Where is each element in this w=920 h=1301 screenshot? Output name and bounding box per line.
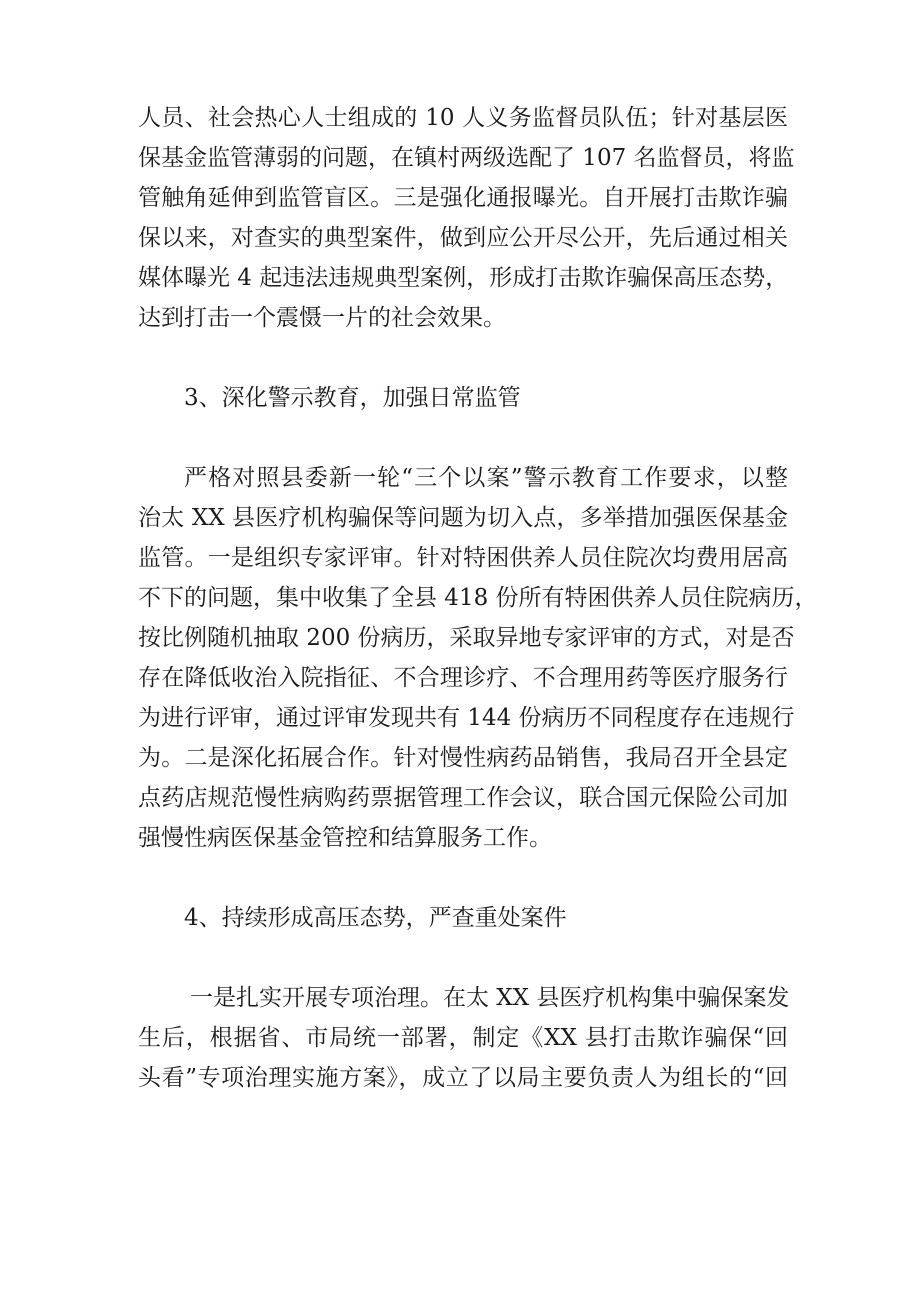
text-line: 达到打击一个震慑一片的社会效果。 — [138, 305, 506, 331]
text-line: 管触角延伸到监管盲区。三是强化通报曝光。自开展打击欺诈骗 — [138, 185, 788, 211]
text-line: 治太 XX 县医疗机构骗保等问题为切入点，多举措加强医保基金 — [138, 505, 788, 531]
text-line: 强慢性病医保基金管控和结算服务工作。 — [138, 825, 552, 851]
text-line: 保基金监管薄弱的问题，在镇村两级选配了 107 名监督员，将监 — [138, 145, 795, 171]
paragraph-3 — [138, 458, 818, 858]
section-heading-3 — [138, 378, 788, 418]
text-line: 监管。一是组织专家评审。针对特困供养人员住院次均费用居高 — [138, 545, 788, 571]
paragraph-continued — [138, 98, 795, 338]
text-line: 存在降低收治入院指征、不合理诊疗、不合理用药等医疗服务行 — [138, 665, 788, 691]
text-line: 生后，根据省、市局统一部署，制定《XX 县打击欺诈骗保“回 — [138, 1025, 788, 1051]
text-line: 按比例随机抽取 200 份病历，采取异地专家评审的方式，对是否 — [138, 625, 795, 651]
heading-text: 4、持续形成高压态势，严查重处案件 — [184, 905, 567, 931]
paragraph-4 — [138, 978, 788, 1098]
text-line: 一是扎实开展专项治理。在太 XX 县医疗机构集中骗保案发 — [190, 985, 790, 1011]
text-line: 人员、社会热心人士组成的 10 人义务监督员队伍；针对基层医 — [138, 105, 788, 131]
text-line: 点药店规范慢性病购药票据管理工作会议，联合国元保险公司加 — [138, 785, 788, 811]
text-line: 为。二是深化拓展合作。针对慢性病药品销售，我局召开全县定 — [138, 745, 788, 771]
text-line: 头看”专项治理实施方案》，成立了以局主要负责人为组长的“回 — [138, 1065, 788, 1091]
text-line: 不下的问题，集中收集了全县 418 份所有特困供养人员住院病历， — [138, 585, 818, 611]
text-line: 为进行评审，通过评审发现共有 144 份病历不同程度存在违规行 — [138, 705, 795, 731]
text-line: 媒体曝光 4 起违法违规典型案例，形成打击欺诈骗保高压态势， — [138, 265, 789, 291]
text-line: 严格对照县委新一轮“三个以案”警示教育工作要求，以整 — [184, 465, 788, 491]
section-heading-4 — [138, 898, 788, 938]
text-line: 保以来，对查实的典型案件，做到应公开尽公开，先后通过相关 — [138, 225, 788, 251]
document-body — [138, 98, 818, 1098]
heading-text: 3、深化警示教育，加强日常监管 — [184, 385, 521, 411]
